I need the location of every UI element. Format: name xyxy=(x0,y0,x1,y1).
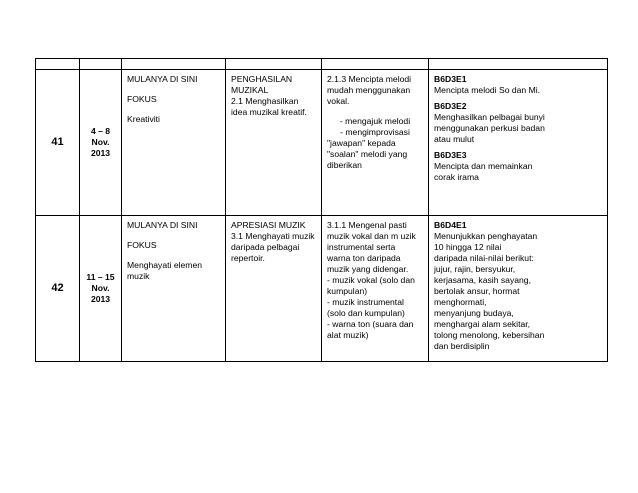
table-row-week-41 xyxy=(36,70,608,216)
performance-cell: B6D3E1 Mencipta melodi So dan Mi. B6D3E2 Menghasilkan pelbagai bunyi menggunakan perkusi badan atau mulut B6D3E3 Mencipta dan memainkan corak irama xyxy=(429,70,608,216)
learning-standard-cell: 2.1.3 Mencipta melodi mudah menggunakan vokal. - mengajuk melodi - mengimprovisasi "jawapan" kepada "soalan" melodi yang diberikan xyxy=(322,70,429,216)
week-date: 11 – 15 Nov. 2013 xyxy=(80,216,122,362)
lesson-plan-table xyxy=(35,58,608,362)
performance-cell: B6D4E1 Menunjukkan penghayatan 10 hingga 12 nilai daripada nilai-nilai berikut: jujur, rajin, bersyukur, kerjasama, kasih sayang, bertolak ansur, hormat menghormati, menyanjung budaya, menghargai alam sekitar, tolong menolong, kebersihan dan berdisiplin xyxy=(429,216,608,362)
week-date: 4 – 8 Nov. 2013 xyxy=(80,70,122,216)
week-number: 42 xyxy=(36,216,80,362)
standard-cell: PENGHASILAN MUZIKAL 2.1 Menghasilkan idea muzikal kreatif. xyxy=(226,70,322,216)
standard-cell: APRESIASI MUZIK 3.1 Menghayati muzik daripada pelbagai repertoir. xyxy=(226,216,322,362)
theme-cell: MULANYA DI SINI FOKUS Menghayati elemen muzik xyxy=(122,216,226,362)
theme-cell: MULANYA DI SINI FOKUS Kreativiti xyxy=(122,70,226,216)
learning-standard-cell: 3.1.1 Mengenal pasti muzik vokal dan m uzik instrumental serta warna ton daripada muzik yang didengar. - muzik vokal (solo dan kumpulan) - muzik instrumental (solo dan kumpulan) - warna ton (suara dan alat muzik) xyxy=(322,216,429,362)
week-number: 41 xyxy=(36,70,80,216)
table-row-week-42 xyxy=(36,216,608,362)
header-spacer-row xyxy=(36,59,608,70)
